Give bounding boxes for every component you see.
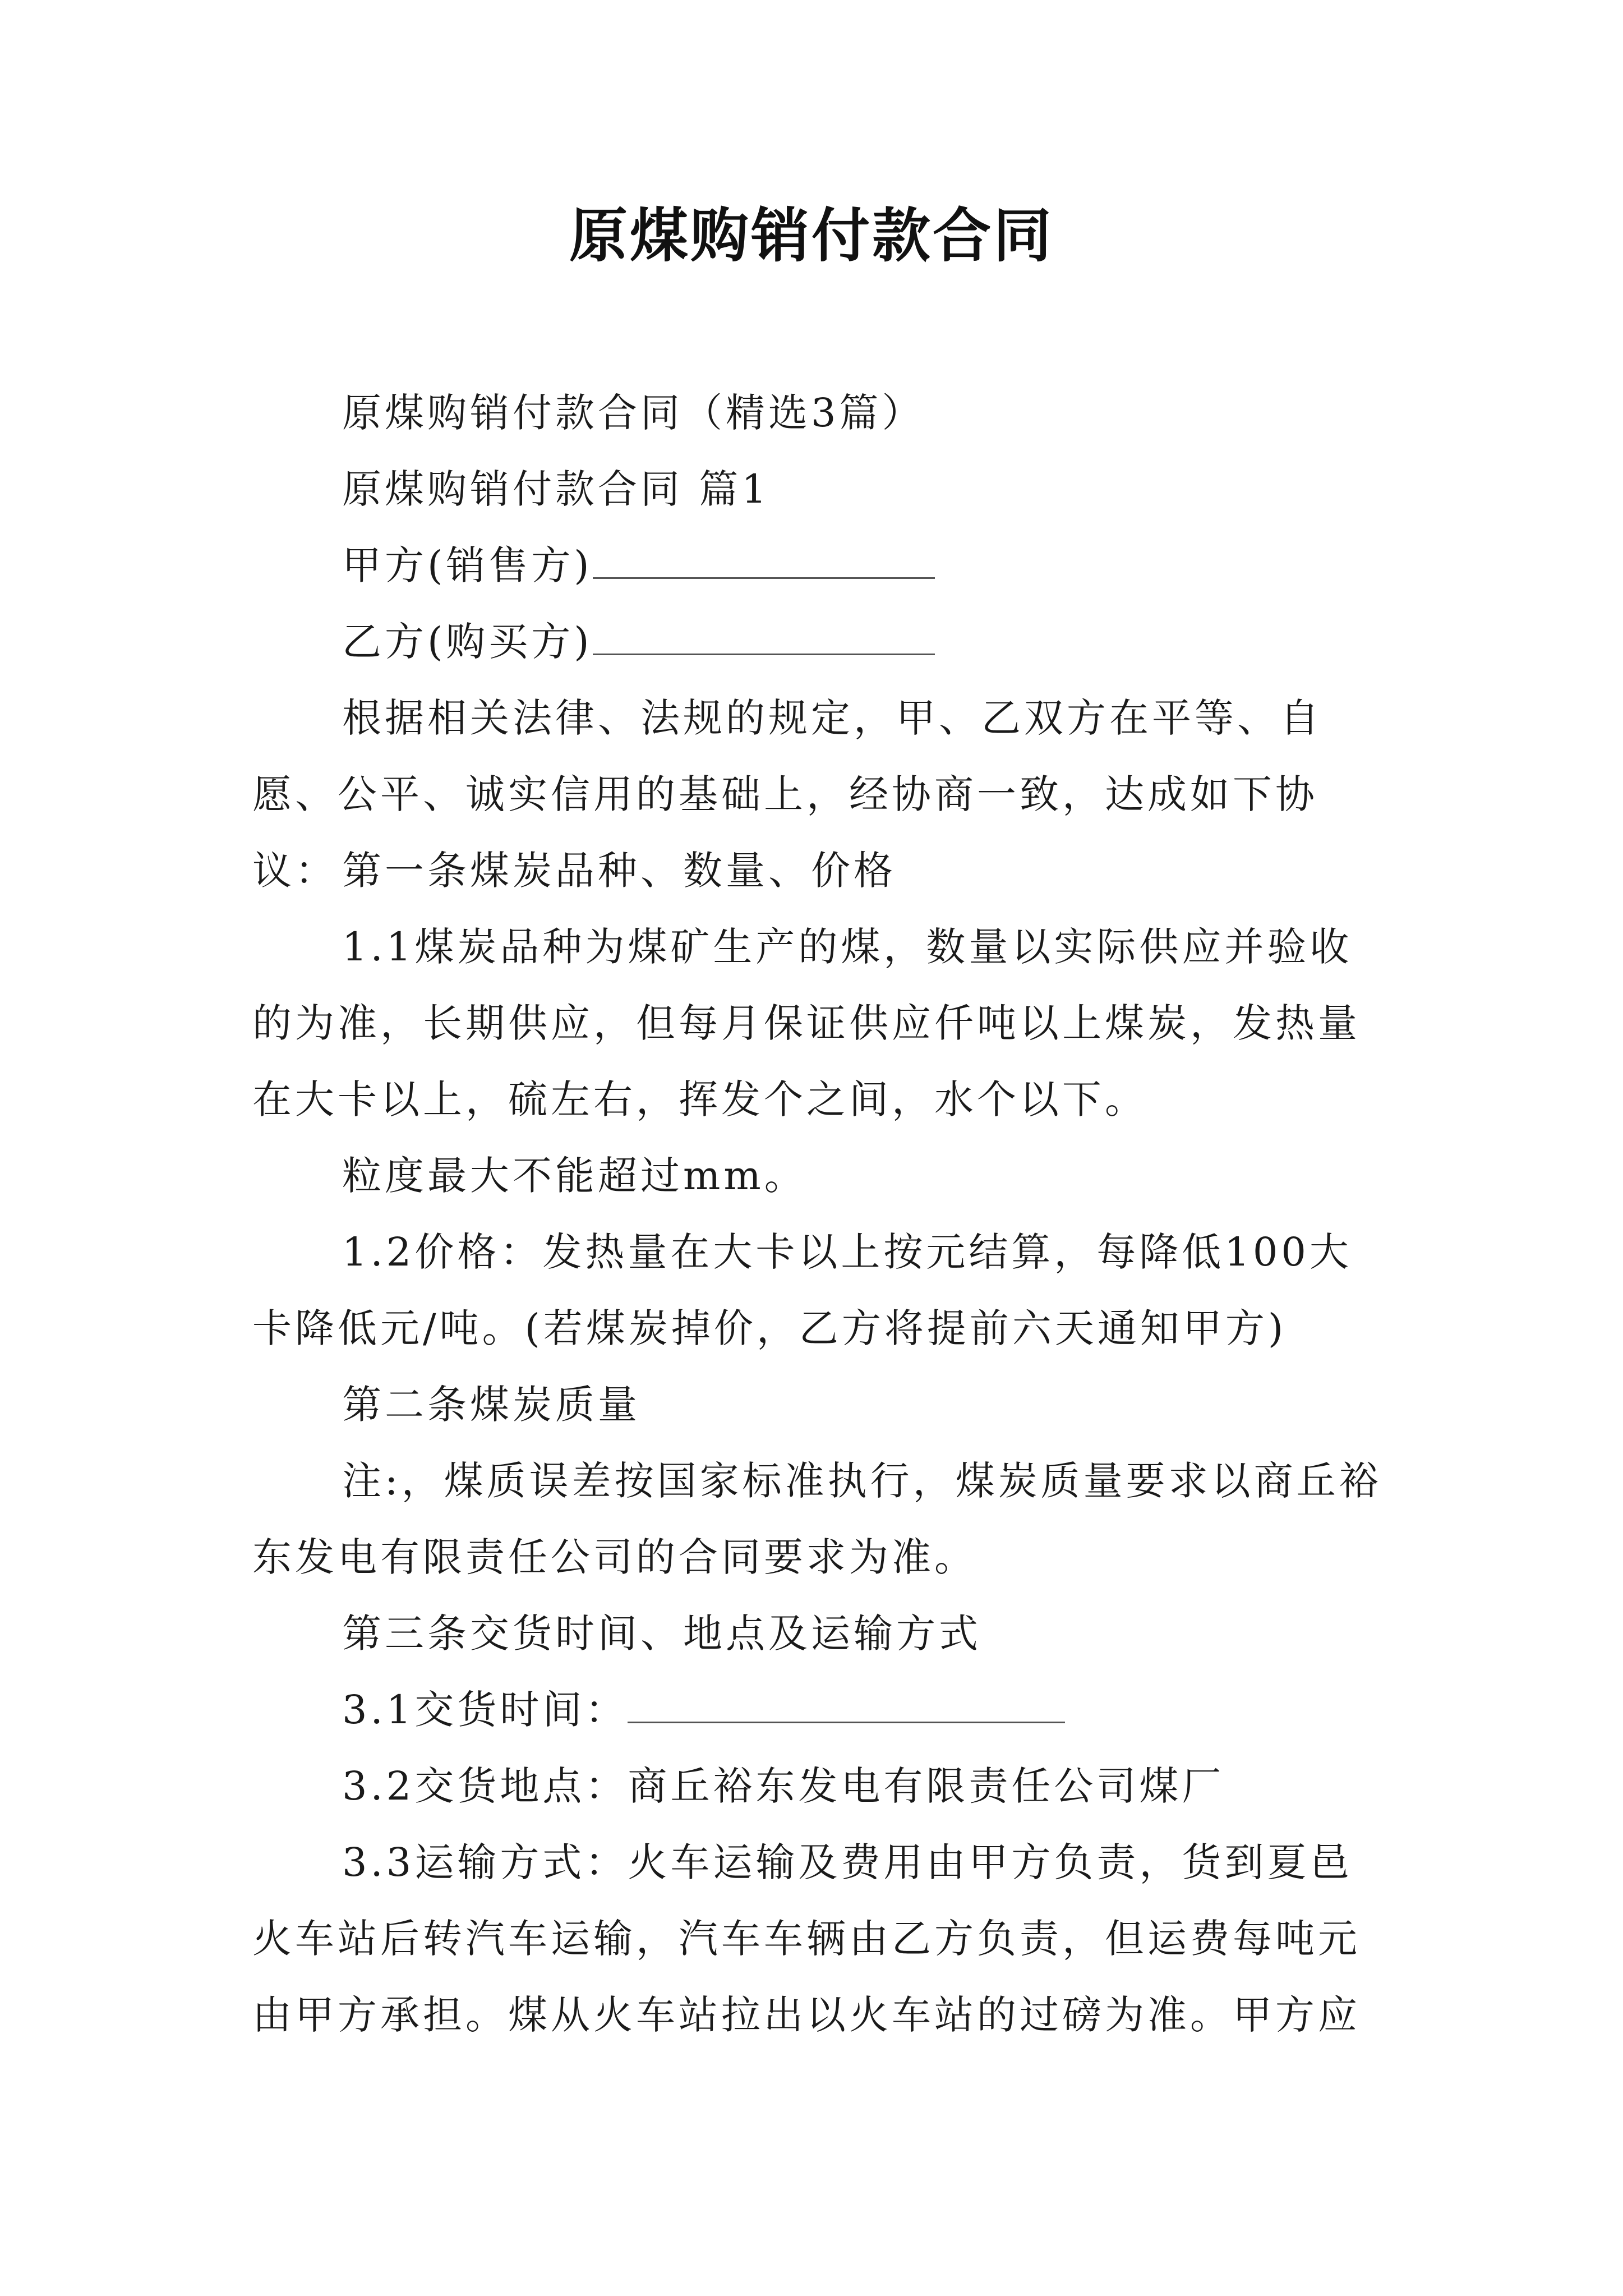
article-2-heading: 第二条煤炭质量 bbox=[342, 1382, 640, 1428]
party-a-line: 甲方(销售方) bbox=[252, 527, 1385, 604]
delivery-time-blank bbox=[628, 1682, 1065, 1723]
clause-1-2: 1.2价格：发热量在大卡以上按元结算，每降低100大卡降低元/吨。(若煤炭掉价，乙方将提前六天通知甲方) bbox=[252, 1229, 1352, 1351]
paragraph-subtitle: 原煤购销付款合同（精选3篇） bbox=[342, 390, 925, 436]
clause-3-1: 3.1交货时间： bbox=[252, 1672, 1385, 1748]
party-b-blank bbox=[593, 614, 935, 655]
article-3-heading: 第三条交货时间、地点及运输方式 bbox=[342, 1611, 981, 1657]
clause-1-1: 1.1煤炭品种为煤矿生产的煤，数量以实际供应并验收的为准，长期供应，但每月保证供应仟吨以上煤炭，发热量在大卡以上，硫左右，挥发个之间，水个以下。 bbox=[252, 924, 1361, 1122]
document-title: 原煤购销付款合同 bbox=[569, 201, 1054, 270]
party-b-line: 乙方(购买方) bbox=[252, 604, 1385, 680]
paragraph-section-heading: 原煤购销付款合同 篇1 bbox=[342, 466, 770, 512]
clause-quality-note: 注:，煤质误差按国家标准执行，煤炭质量要求以商丘裕东发电有限责任公司的合同要求为准。 bbox=[252, 1458, 1382, 1580]
paragraph-preamble: 根据相关法律、法规的规定，甲、乙双方在平等、自愿、公平、诚实信用的基础上，经协商一致，达成如下协议： bbox=[252, 695, 1322, 894]
clause-3-2: 3.2交货地点：商丘裕东发电有限责任公司煤厂 bbox=[342, 1763, 1225, 1809]
party-a-blank bbox=[593, 538, 935, 579]
article-1-heading: 第一条煤炭品种、数量、价格 bbox=[342, 848, 896, 894]
clause-granularity: 粒度最大不能超过mm。 bbox=[342, 1153, 807, 1199]
clause-3-3: 3.3运输方式：火车运输及费用由甲方负责，货到夏邑火车站后转汽车运输，汽车车辆由乙方负责，但运费每吨元由甲方承担。煤从火车站拉出以火车站的过磅为准。甲方应 bbox=[252, 1839, 1361, 2038]
